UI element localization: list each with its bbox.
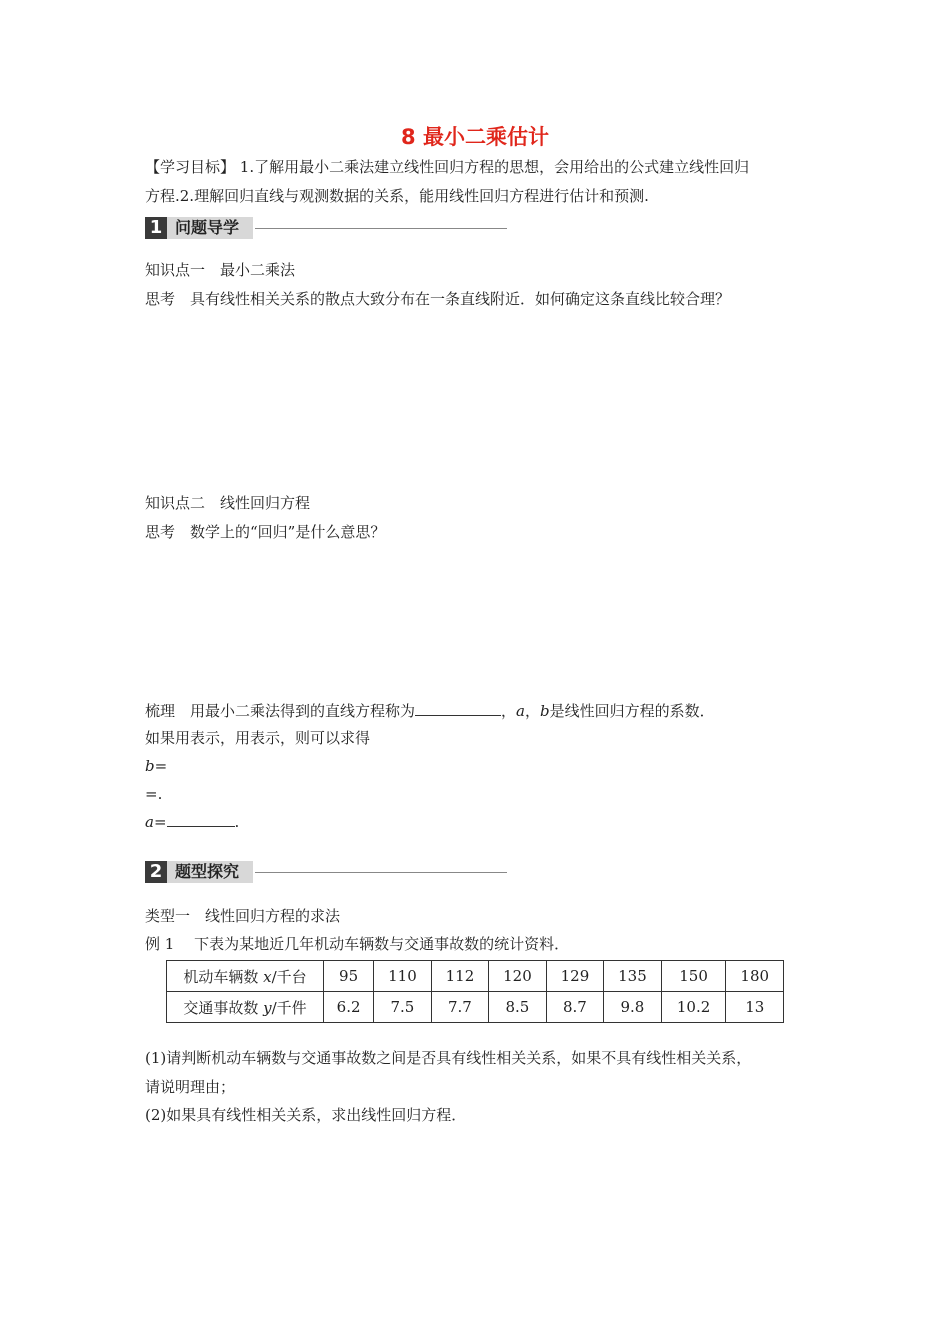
formula-eq-line: =. <box>145 785 163 803</box>
question-1-line-2: 请说明理由； <box>145 1078 236 1096</box>
section-header-2 <box>145 861 507 883</box>
summary-comma: ， <box>501 702 517 720</box>
table-cell: 110 <box>374 961 432 992</box>
learning-goals-text-1: 1.了解用最小二乘法建立线性回归方程的思想，会用给出的公式建立线性回归 <box>235 158 750 176</box>
knowledge-point-2-heading: 知识点二 线性回归方程 <box>145 494 311 512</box>
summary-lead: 梳理 用最小二乘法得到的直线方程称为 <box>145 702 416 720</box>
table-cell: 112 <box>431 961 489 992</box>
type-1-heading: 类型一 线性回归方程的求法 <box>145 907 341 925</box>
section-header-1 <box>145 217 507 239</box>
table-cell: 129 <box>546 961 604 992</box>
var-a: a <box>516 702 525 720</box>
table-cell: 95 <box>324 961 374 992</box>
section-number: 2 <box>145 861 167 883</box>
learning-goals-line-2: 方程.2.理解回归直线与观测数据的关系，能用线性回归方程进行估计和预测. <box>145 187 649 205</box>
summary-tail: 是线性回归方程的系数． <box>549 702 715 720</box>
formula-a <box>145 811 239 833</box>
table-cell: 8.7 <box>546 992 604 1023</box>
table-row <box>167 992 784 1023</box>
var-b-formula: b <box>145 757 155 775</box>
answer-blank-equation[interactable] <box>415 701 501 716</box>
example-1-text: 例 1 下表为某地近几年机动车辆数与交通事故数的统计资料． <box>145 935 570 953</box>
equals-sign: = <box>153 813 167 831</box>
table-cell: 7.7 <box>431 992 489 1023</box>
row-header-accidents: 交通事故数 y/千件 <box>167 992 324 1023</box>
var-b: b <box>540 702 550 720</box>
table-cell: 6.2 <box>324 992 374 1023</box>
summary-line <box>145 700 715 722</box>
table-cell: 9.8 <box>604 992 662 1023</box>
summary-line-2: 如果用表示，用表示，则可以求得 <box>145 729 371 747</box>
section-title: 题型探究 <box>167 861 253 883</box>
question-2: (2)如果具有线性相关关系，求出线性回归方程． <box>145 1106 467 1124</box>
var-a-formula: a <box>145 813 154 831</box>
section-rule <box>255 228 507 229</box>
statistics-table <box>166 960 784 1023</box>
knowledge-point-1-think: 思考 具有线性相关关系的散点大致分布在一条直线附近．如何确定这条直线比较合理？ <box>145 290 731 308</box>
table-cell: 120 <box>489 961 547 992</box>
answer-blank-a[interactable] <box>167 812 235 827</box>
equals-sign: = <box>154 757 168 775</box>
row-header-vehicles: 机动车辆数 x/千台 <box>167 961 324 992</box>
table-cell: 135 <box>604 961 662 992</box>
table-cell: 150 <box>661 961 726 992</box>
summary-sep: ， <box>524 702 540 720</box>
question-1-line-1: (1)请判断机动车辆数与交通事故数之间是否具有线性相关关系，如果不具有线性相关关系， <box>145 1049 752 1067</box>
knowledge-point-1-heading: 知识点一 最小二乘法 <box>145 261 296 279</box>
section-rule <box>255 872 507 873</box>
section-number: 1 <box>145 217 167 239</box>
table-cell: 13 <box>726 992 784 1023</box>
table-cell: 180 <box>726 961 784 992</box>
section-title: 问题导学 <box>167 217 253 239</box>
learning-goals-label: 【学习目标】 <box>145 158 236 176</box>
formula-b <box>145 755 167 777</box>
table-cell: 7.5 <box>374 992 432 1023</box>
table-cell: 8.5 <box>489 992 547 1023</box>
learning-goals-line-1 <box>145 156 749 178</box>
table-row <box>167 961 784 992</box>
page-title: 8 最小二乘估计 <box>401 125 549 149</box>
period: . <box>234 813 240 831</box>
knowledge-point-2-think: 思考 数学上的“回归”是什么意思？ <box>145 523 386 541</box>
table-cell: 10.2 <box>661 992 726 1023</box>
